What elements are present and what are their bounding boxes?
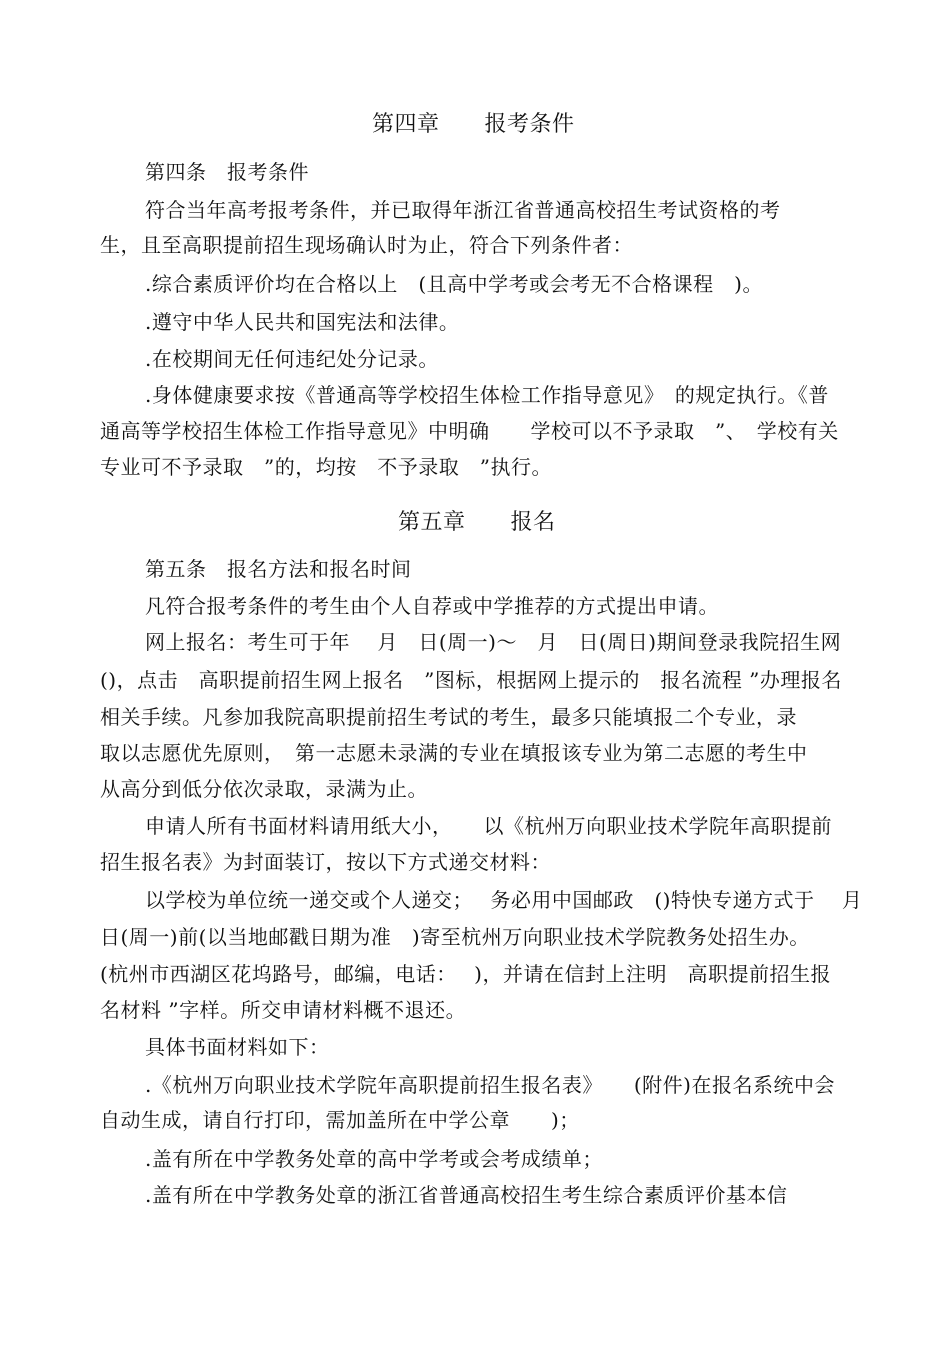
chapter-5-title: 第五章 报名: [398, 510, 556, 535]
chapter-4-para-1-line-1: 符合当年高考报考条件，并已取得年浙江省普通高校招生考试资格的考: [145, 198, 781, 222]
condition-item-4-line-2: 通高等学校招生体检工作指导意见》中明确 学校可以不予录取 ”、 学校有关: [100, 419, 839, 443]
materials-format-line-1: 申请人所有书面材料请用纸大小， 以《杭州万向职业技术学院年高职提前: [145, 814, 832, 838]
article-4-title: 第四条 报考条件: [145, 160, 309, 184]
online-registration-line-5: 从高分到低分依次录取，录满为止。: [100, 777, 428, 801]
submission-line-2: 日(周一)前(以当地邮戳日期为准 )寄至杭州万向职业技术学院教务处招生办。: [100, 925, 810, 949]
chapter-4-title: 第四章 报考条件: [372, 112, 575, 137]
online-registration-line-4: 取以志愿优先原则， 第一志愿未录满的专业在填报该专业为第二志愿的考生中: [100, 741, 808, 765]
materials-format-line-2: 招生报名表》为封面装订，按以下方式递交材料：: [100, 850, 551, 874]
submission-line-3: (杭州市西湖区花坞路号，邮编，电话： )，并请在信封上注明 高职提前招生报: [100, 962, 831, 986]
submission-line-4: 名材料 ”字样。所交申请材料概不退还。: [100, 998, 467, 1022]
online-registration-line-3: 相关手续。凡参加我院高职提前招生考试的考生，最多只能填报二个专业，录: [100, 705, 797, 729]
condition-item-1: .综合素质评价均在合格以上 (且高中学考或会考无不合格课程 )。: [145, 272, 763, 296]
material-item-2: .盖有所在中学教务处章的高中学考或会考成绩单；: [145, 1147, 603, 1171]
condition-item-2: .遵守中华人民共和国宪法和法律。: [145, 310, 460, 334]
condition-item-4-line-3: 专业可不予录取 ”的，均按 不予录取 ”执行。: [100, 455, 552, 479]
chapter-4-para-1-line-2: 生，且至高职提前招生现场确认时为止，符合下列条件者：: [100, 233, 633, 257]
online-registration-line-2: ()，点击 高职提前招生网上报名 ”图标，根据网上提示的 报名流程 ”办理报名: [100, 668, 842, 692]
materials-list-intro: 具体书面材料如下：: [145, 1035, 330, 1059]
material-item-1-line-1: .《杭州万向职业技术学院年高职提前招生报名表》 (附件)在报名系统中会: [145, 1073, 835, 1097]
article-5-title: 第五条 报名方法和报名时间: [145, 557, 412, 581]
condition-item-4-line-1: .身体健康要求按《普通高等学校招生体检工作指导意见》 的规定执行。《普: [145, 383, 829, 407]
condition-item-3: .在校期间无任何违纪处分记录。: [145, 347, 439, 371]
online-registration-line-1: 网上报名：考生可于年 月 日(周一)～ 月 日(周日)期间登录我院招生网: [145, 630, 842, 654]
material-item-3: .盖有所在中学教务处章的浙江省普通高校招生考生综合素质评价基本信: [145, 1183, 788, 1207]
submission-line-1: 以学校为单位统一递交或个人递交； 务必用中国邮政 ()特快专递方式于 月: [145, 888, 863, 912]
material-item-1-line-2: 自动生成，请自行打印，需加盖所在中学公章 )；: [100, 1108, 580, 1132]
chapter-5-para-1: 凡符合报考条件的考生由个人自荐或中学推荐的方式提出申请。: [145, 594, 719, 618]
